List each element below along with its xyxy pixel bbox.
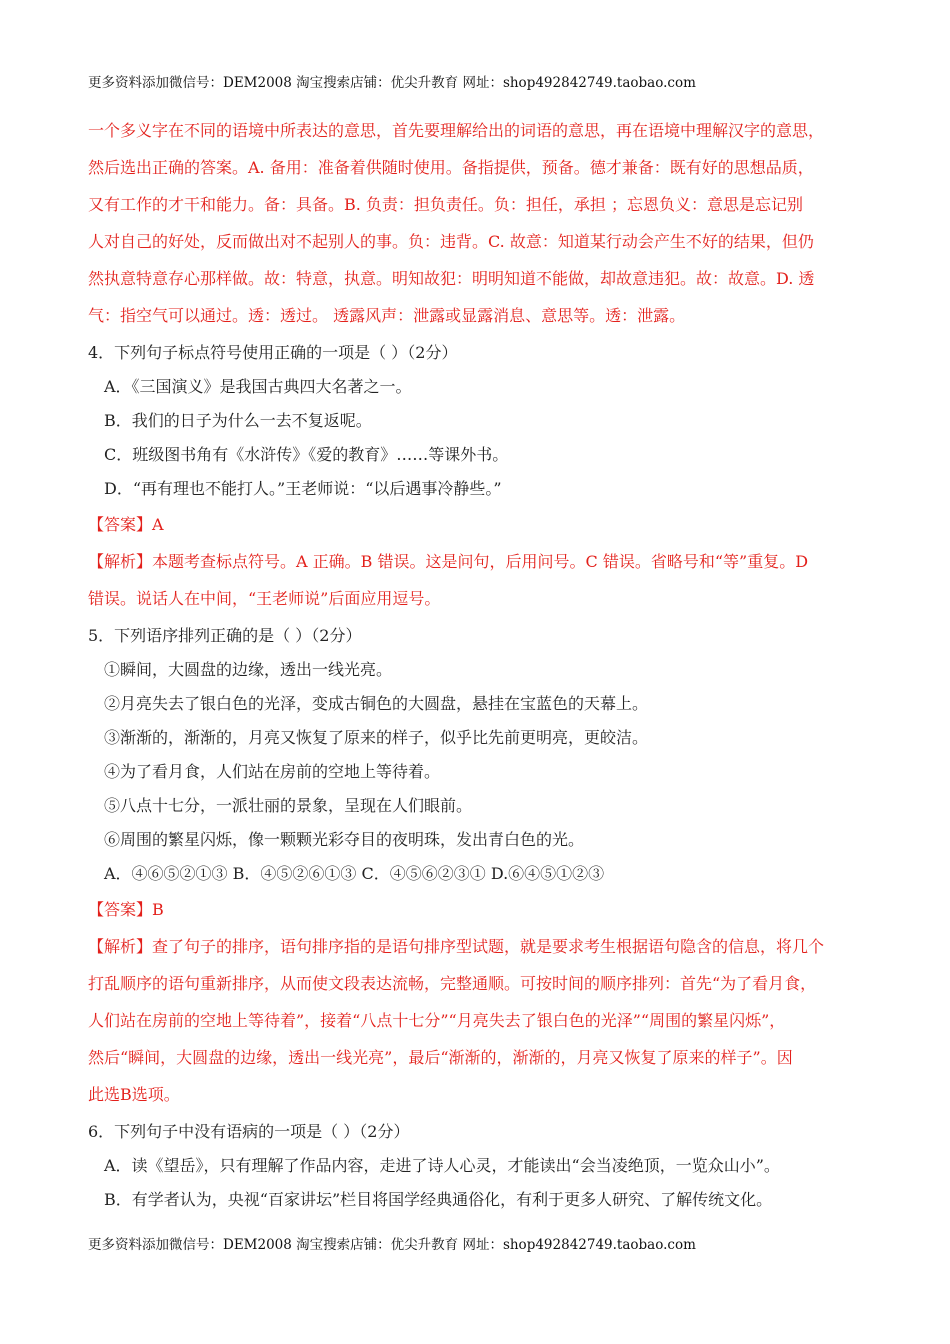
explanation-line: 人对自己的好处，反而做出对不起别人的事。负：违背。C. 故意：知道某行动会产生不好的结果，但仍 — [88, 232, 814, 251]
sentence-6: ⑥周围的繁星闪烁，像一颗颗光彩夺目的夜明珠，发出青白色的光。 — [104, 830, 585, 849]
option-b: B．我们的日子为什么一去不复返呢。 — [104, 411, 372, 430]
question-6 — [88, 1115, 868, 1217]
option-a: A．读《望岳》，只有理解了作品内容，走进了诗人心灵，才能读出“会当凌绝顶，一览众山小”。 — [104, 1156, 780, 1175]
question-stem: 5．下列语序排列正确的是（ ）（2分） — [88, 626, 362, 645]
question-4 — [88, 336, 868, 617]
page-header: 更多资料添加微信号：DEM2008 淘宝搜索店铺：优尖升教育 网址：shop492842749.taobao.com — [88, 75, 696, 91]
analysis-line: 此选B选项。 — [88, 1085, 180, 1104]
analysis-line — [88, 543, 868, 580]
sentence-3: ③渐渐的，渐渐的，月亮又恢复了原来的样子，似乎比先前更明亮，更皎洁。 — [104, 728, 649, 747]
analysis-line: 人们站在房前的空地上等待着”，接着“八点十七分”“月亮失去了银白色的光泽”“周围的繁星闪烁”， — [88, 1011, 786, 1030]
answer-line — [88, 506, 868, 543]
analysis-tag: 【解析】 — [88, 552, 153, 571]
explanation-line: 又有工作的才干和能力。备：具备。B. 负责：担负责任。负：担任，承担 ；忘恩负义：意思是忘记别 — [88, 195, 804, 214]
analysis-text: 本题考查标点符号。A 正确。B 错误。这是问句，后用问号。C 错误。省略号和“等”重复。D — [152, 552, 809, 571]
answer-line — [88, 891, 868, 928]
explanation-line: 气：指空气可以通过。透：透过。 透露风声：泄露或显露消息、意思等。透：泄露。 — [88, 306, 686, 325]
analysis-tag: 【解析】 — [88, 937, 153, 956]
sentence-2: ②月亮失去了银白色的光泽，变成古铜色的大圆盘，悬挂在宝蓝色的天幕上。 — [104, 694, 649, 713]
explanation-line: 一个多义字在不同的语境中所表达的意思，首先要理解给出的词语的意思，再在语境中理解汉字的意思， — [88, 121, 825, 140]
analysis-text: 查了句子的排序，语句排序指的是语句排序型试题，就是要求考生根据语句隐含的信息，将几个 — [152, 937, 825, 956]
option-a: A．《三国演义》是我国古典四大名著之一。 — [104, 377, 412, 396]
answer-value: B — [152, 900, 164, 919]
analysis-line: 错误。说话人在中间，“王老师说”后面应用逗号。 — [88, 589, 441, 608]
explanation-line: 然执意特意存心那样做。故：特意，执意。明知故犯：明明知道不能做，却故意违犯。故：故意。D. 透 — [88, 269, 815, 288]
analysis-line — [88, 928, 868, 965]
question-5 — [88, 619, 868, 1113]
explanation-line: 然后选出正确的答案。A. 备用：准备着供随时使用。备指提供，预备。德才兼备：既有好的思想品质， — [88, 158, 814, 177]
option-c: C．班级图书角有《水浒传》《爱的教育》……等课外书。 — [104, 445, 509, 464]
answer-tag: 【答案】 — [88, 900, 153, 919]
document-body — [88, 112, 868, 1217]
options-line: A．④⑥⑤②①③ B．④⑤②⑥①③ C．④⑤⑥②③① D.⑥④⑤①②③ — [104, 864, 605, 883]
answer-tag: 【答案】 — [88, 515, 153, 534]
answer-value: A — [152, 515, 164, 534]
analysis-line: 然后“瞬间，大圆盘的边缘，透出一线光亮”，最后“渐渐的，渐渐的，月亮又恢复了原来的样子”。因 — [88, 1048, 793, 1067]
question-stem: 4．下列句子标点符号使用正确的一项是（ ）（2分） — [88, 343, 458, 362]
q3-explanation — [88, 112, 868, 334]
analysis-line: 打乱顺序的语句重新排序，从而使文段表达流畅，完整通顺。可按时间的顺序排列：首先“为了看月食， — [88, 974, 817, 993]
option-b: B．有学者认为，央视“百家讲坛”栏目将国学经典通俗化，有利于更多人研究、了解传统文化。 — [104, 1190, 773, 1209]
sentence-5: ⑤八点十七分，一派壮丽的景象，呈现在人们眼前。 — [104, 796, 473, 815]
option-d: D．“再有理也不能打人。”王老师说：“以后遇事冷静些。” — [104, 479, 502, 498]
page-footer: 更多资料添加微信号：DEM2008 淘宝搜索店铺：优尖升教育 网址：shop492842749.taobao.com — [88, 1237, 696, 1253]
question-stem: 6．下列句子中没有语病的一项是（ ）（2分） — [88, 1122, 410, 1141]
sentence-1: ①瞬间，大圆盘的边缘，透出一线光亮。 — [104, 660, 393, 679]
sentence-4: ④为了看月食，人们站在房前的空地上等待着。 — [104, 762, 441, 781]
